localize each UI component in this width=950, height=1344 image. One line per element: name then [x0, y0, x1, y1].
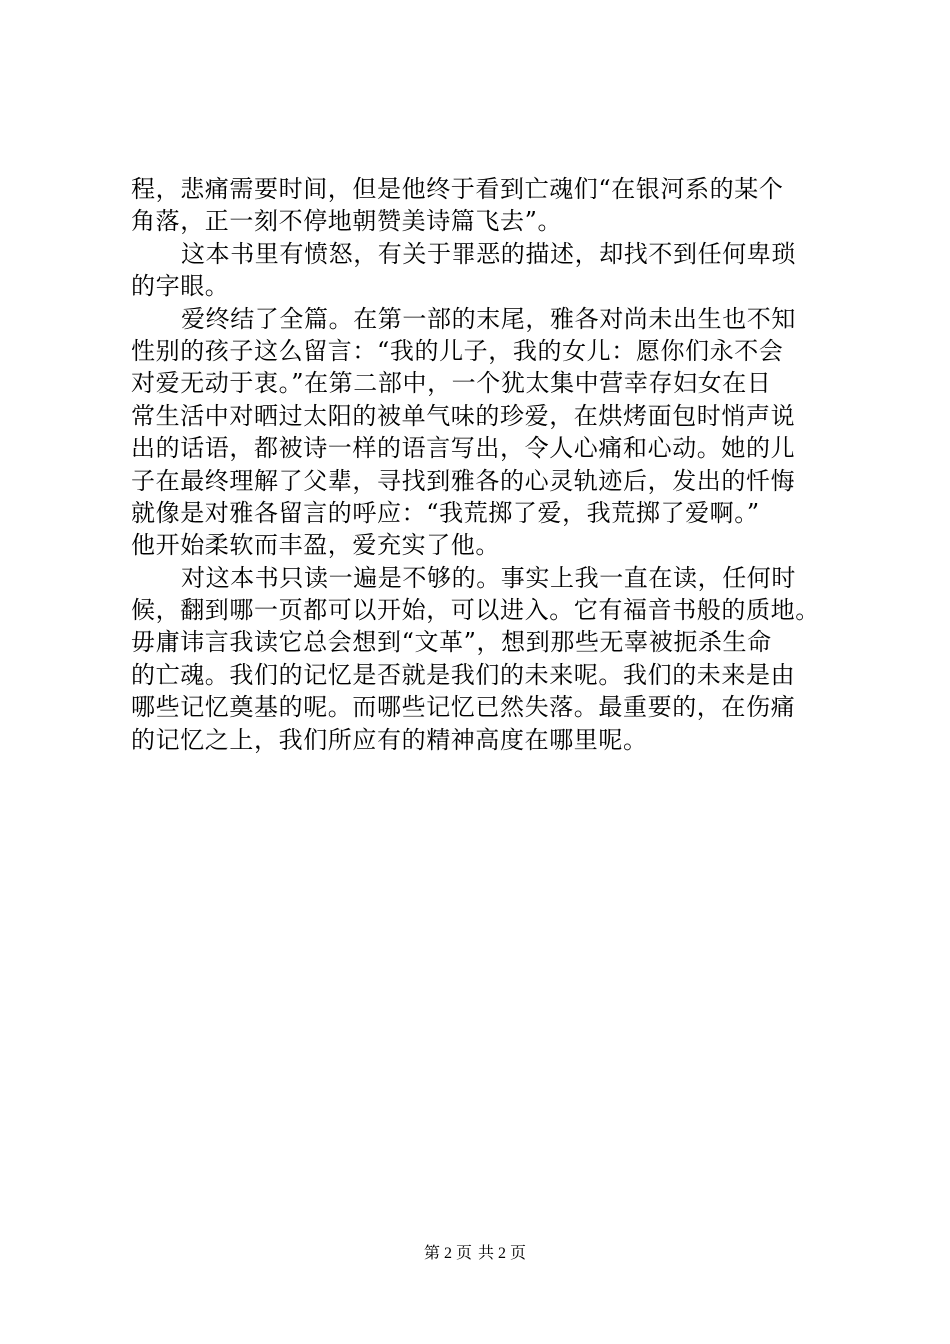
- text-line: 子在最终理解了父辈，寻找到雅各的心灵轨迹后，发出的忏悔: [131, 466, 796, 495]
- text-line: 毋庸讳言我读它总会想到“文革”，想到那些无辜被扼杀生命: [131, 628, 772, 657]
- text-line: 的字眼。: [131, 272, 230, 301]
- text-line: 他开始柔软而丰盈，爱充实了他。: [131, 531, 500, 560]
- page-footer: [0, 1244, 950, 1264]
- text-line: 常生活中对晒过太阳的被单气味的珍爱，在烘烤面包时悄声说: [131, 401, 796, 430]
- text-line: 哪些记忆奠基的呢。而哪些记忆已然失落。最重要的，在伤痛: [131, 693, 796, 722]
- text-line: 对爱无动于衷。”在第二部中，一个犹太集中营幸存妇女在日: [131, 369, 772, 398]
- body-text: [131, 173, 831, 756]
- text-line: 的记忆之上，我们所应有的精神高度在哪里呢。: [131, 725, 648, 754]
- text-line: 角落，正一刻不停地朝赞美诗篇飞去”。: [131, 207, 563, 236]
- text-line: 就像是对雅各留言的呼应：“我荒掷了爱，我荒掷了爱啊。”: [131, 498, 760, 527]
- page-total: 共 2 页: [478, 1245, 527, 1262]
- text-line: 程，悲痛需要时间，但是他终于看到亡魂们“在银河系的某个: [131, 175, 784, 203]
- text-line: 对这本书只读一遍是不够的。事实上我一直在读，任何时: [181, 563, 796, 592]
- text-line: 这本书里有愤怒，有关于罪恶的描述，却找不到任何卑琐: [181, 239, 796, 268]
- text-line: 爱终结了全篇。在第一部的末尾，雅各对尚未出生也不知: [181, 304, 796, 333]
- text-line: 性别的孩子这么留言：“我的儿子，我的女儿：愿你们永不会: [131, 336, 784, 365]
- text-line: 出的话语，都被诗一样的语言写出，令人心痛和心动。她的儿: [131, 434, 796, 463]
- text-line: 的亡魂。我们的记忆是否就是我们的未来呢。我们的未来是由: [131, 660, 796, 689]
- text-line: 候，翻到哪一页都可以开始，可以进入。它有福音书般的质地。: [131, 596, 820, 625]
- page-number: 第 2 页: [423, 1245, 472, 1262]
